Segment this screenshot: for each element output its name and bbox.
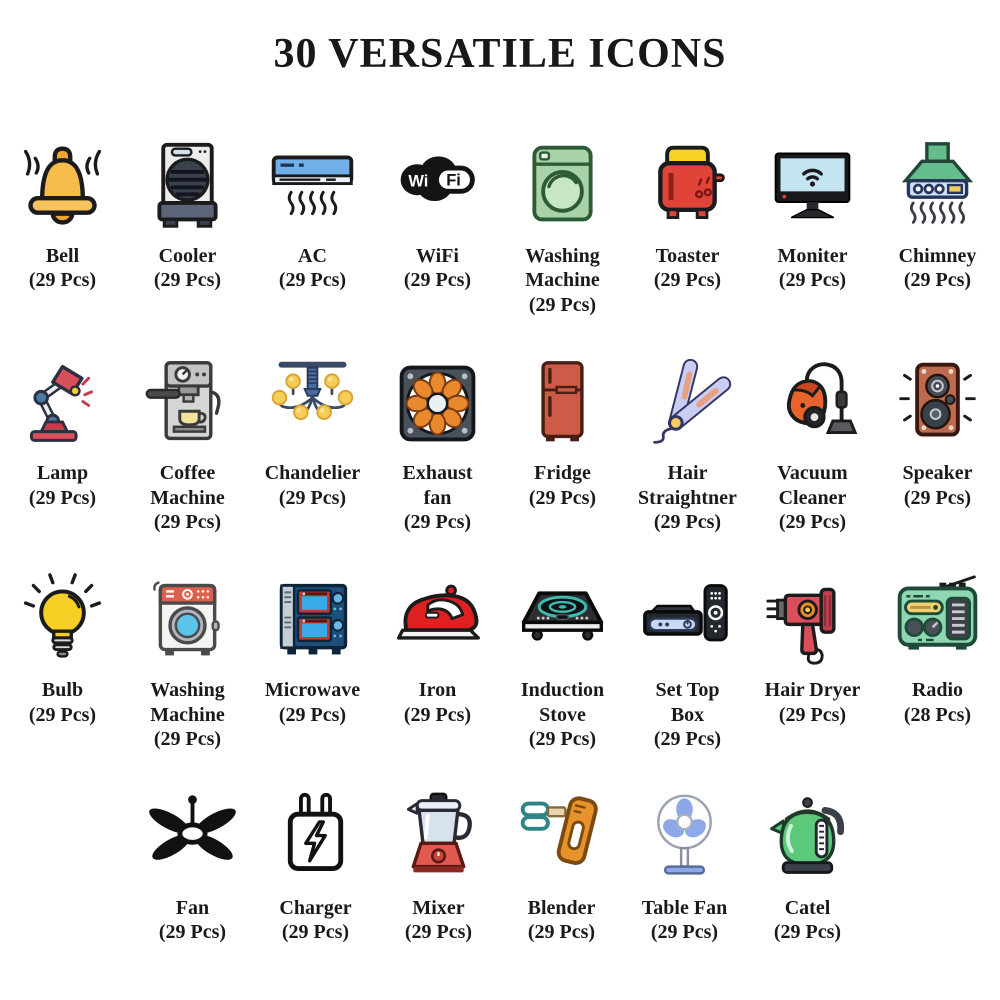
item-name: Chimney bbox=[898, 245, 977, 267]
item-count: (28 Pcs) bbox=[903, 703, 972, 726]
fridge-icon bbox=[500, 347, 625, 459]
icon-item-kettle bbox=[746, 782, 869, 945]
icon-item-hair-straightener bbox=[625, 347, 750, 534]
item-name: Microwave bbox=[264, 679, 361, 702]
item-name: Hair Dryer bbox=[764, 679, 861, 702]
icon-item-coffee-machine bbox=[125, 347, 250, 534]
item-name: Table Fan bbox=[641, 896, 728, 919]
icon-item-ceiling-fan bbox=[131, 782, 254, 945]
speaker-icon bbox=[875, 347, 1000, 459]
icon-item-induction-stove bbox=[500, 564, 625, 751]
icon-item-lamp bbox=[0, 347, 125, 510]
item-count: (29 Pcs) bbox=[281, 920, 350, 943]
item-count: (29 Pcs) bbox=[903, 269, 972, 292]
microwave-icon bbox=[250, 564, 375, 676]
icon-row-2 bbox=[0, 347, 1000, 534]
item-count: (29 Pcs) bbox=[653, 269, 722, 292]
icon-item-bell bbox=[0, 130, 125, 293]
item-count: (29 Pcs) bbox=[778, 703, 847, 726]
item-name: Washing Machine bbox=[525, 245, 600, 292]
item-name: Iron bbox=[418, 679, 457, 702]
item-count: (29 Pcs) bbox=[650, 920, 719, 943]
item-count: (29 Pcs) bbox=[528, 293, 597, 316]
item-count: (29 Pcs) bbox=[153, 728, 222, 751]
coffee-machine-icon bbox=[125, 347, 250, 459]
item-name: Fridge bbox=[534, 462, 591, 485]
item-count: (29 Pcs) bbox=[28, 703, 97, 726]
item-name: AC bbox=[298, 245, 327, 267]
item-count: (29 Pcs) bbox=[527, 920, 596, 943]
icon-row-1 bbox=[0, 130, 1000, 317]
icon-item-washing-machine-front bbox=[125, 564, 250, 751]
wifi-icon bbox=[375, 130, 500, 242]
bell-icon bbox=[0, 130, 125, 242]
item-count: (29 Pcs) bbox=[158, 920, 227, 943]
svg-text:Wi: Wi bbox=[408, 172, 429, 190]
item-count: (29 Pcs) bbox=[404, 920, 473, 943]
item-count: (29 Pcs) bbox=[528, 486, 597, 509]
item-count: (29 Pcs) bbox=[653, 728, 722, 751]
item-name: Induction Stove bbox=[520, 679, 605, 726]
icon-item-cooler bbox=[125, 130, 250, 293]
item-count: (29 Pcs) bbox=[773, 920, 842, 943]
icon-item-set-top-box bbox=[625, 564, 750, 751]
item-name: Speaker bbox=[902, 462, 973, 485]
icon-grid bbox=[0, 130, 1000, 944]
icon-item-exhaust-fan bbox=[375, 347, 500, 534]
icon-item-hair-dryer bbox=[750, 564, 875, 727]
charger-icon bbox=[254, 782, 377, 894]
icon-item-chandelier bbox=[250, 347, 375, 510]
item-count: (29 Pcs) bbox=[403, 703, 472, 726]
item-name: Washing Machine bbox=[150, 679, 225, 726]
icon-item-ac bbox=[250, 130, 375, 293]
icon-item-iron bbox=[375, 564, 500, 727]
induction-stove-icon bbox=[500, 564, 625, 676]
item-count: (29 Pcs) bbox=[28, 269, 97, 292]
item-count: (29 Pcs) bbox=[403, 269, 472, 292]
ac-icon bbox=[250, 130, 375, 242]
item-name: Bell bbox=[45, 245, 80, 267]
mixer-icon bbox=[377, 782, 500, 894]
item-count: (29 Pcs) bbox=[778, 510, 847, 533]
table-fan-icon bbox=[623, 782, 746, 894]
item-count: (29 Pcs) bbox=[778, 269, 847, 292]
item-count: (29 Pcs) bbox=[278, 486, 347, 509]
item-name: Exhaust fan bbox=[402, 462, 473, 509]
icon-item-monitor bbox=[750, 130, 875, 293]
item-name: Radio bbox=[911, 679, 964, 702]
kettle-icon bbox=[746, 782, 869, 894]
item-name: Set Top Box bbox=[655, 679, 720, 726]
item-count: (29 Pcs) bbox=[903, 486, 972, 509]
icon-item-bulb bbox=[0, 564, 125, 727]
washing-machine-top-icon bbox=[500, 130, 625, 242]
lamp-icon bbox=[0, 347, 125, 459]
item-count: (29 Pcs) bbox=[653, 510, 722, 533]
icon-item-speaker bbox=[875, 347, 1000, 510]
radio-icon bbox=[875, 564, 1000, 676]
item-count: (29 Pcs) bbox=[278, 703, 347, 726]
icon-item-radio bbox=[875, 564, 1000, 727]
icon-item-microwave bbox=[250, 564, 375, 727]
icon-item-chimney bbox=[875, 130, 1000, 293]
icon-row-3 bbox=[0, 564, 1000, 751]
item-count: (29 Pcs) bbox=[153, 510, 222, 533]
item-name: Hair Straightner bbox=[638, 462, 737, 509]
page-title: 30 VERSATILE ICONS bbox=[273, 31, 727, 77]
hair-dryer-icon bbox=[750, 564, 875, 676]
item-name: Catel bbox=[784, 896, 831, 919]
icon-item-table-fan bbox=[623, 782, 746, 945]
cooler-icon bbox=[125, 130, 250, 242]
monitor-icon bbox=[750, 130, 875, 242]
item-name: Toaster bbox=[655, 245, 720, 267]
svg-text:Fi: Fi bbox=[446, 171, 461, 190]
set-top-box-icon bbox=[625, 564, 750, 676]
icon-row-4 bbox=[0, 782, 1000, 945]
icon-item-blender bbox=[500, 782, 623, 945]
item-count: (29 Pcs) bbox=[528, 728, 597, 751]
exhaust-fan-icon bbox=[375, 347, 500, 459]
item-name: Charger bbox=[279, 896, 352, 919]
blender-icon bbox=[500, 782, 623, 894]
toaster-icon bbox=[625, 130, 750, 242]
chimney-icon bbox=[875, 130, 1000, 242]
item-name: Vacuum Cleaner bbox=[777, 462, 848, 509]
icon-item-vacuum-cleaner bbox=[750, 347, 875, 534]
item-name: WiFi bbox=[416, 245, 459, 267]
icon-item-mixer bbox=[377, 782, 500, 945]
icon-item-charger bbox=[254, 782, 377, 945]
washing-machine-front-icon bbox=[125, 564, 250, 676]
icon-item-toaster bbox=[625, 130, 750, 293]
vacuum-cleaner-icon bbox=[750, 347, 875, 459]
icon-item-wifi bbox=[375, 130, 500, 293]
bulb-icon bbox=[0, 564, 125, 676]
item-name: Bulb bbox=[41, 679, 84, 702]
item-name: Moniter bbox=[777, 245, 848, 267]
item-count: (29 Pcs) bbox=[153, 269, 222, 292]
item-name: Cooler bbox=[158, 245, 217, 267]
icon-item-fridge bbox=[500, 347, 625, 510]
ceiling-fan-icon bbox=[131, 782, 254, 894]
item-count: (29 Pcs) bbox=[278, 269, 347, 292]
hair-straightener-icon bbox=[625, 347, 750, 459]
icon-item-washing-machine-top bbox=[500, 130, 625, 317]
item-name: Coffee Machine bbox=[150, 462, 225, 509]
item-name: Chandelier bbox=[264, 462, 361, 485]
iron-icon bbox=[375, 564, 500, 676]
item-count: (29 Pcs) bbox=[403, 510, 472, 533]
item-count: (29 Pcs) bbox=[28, 486, 97, 509]
chandelier-icon bbox=[250, 347, 375, 459]
item-name: Blender bbox=[527, 896, 596, 919]
item-name: Mixer bbox=[412, 896, 465, 919]
item-name: Fan bbox=[175, 896, 210, 919]
item-name: Lamp bbox=[36, 462, 89, 485]
